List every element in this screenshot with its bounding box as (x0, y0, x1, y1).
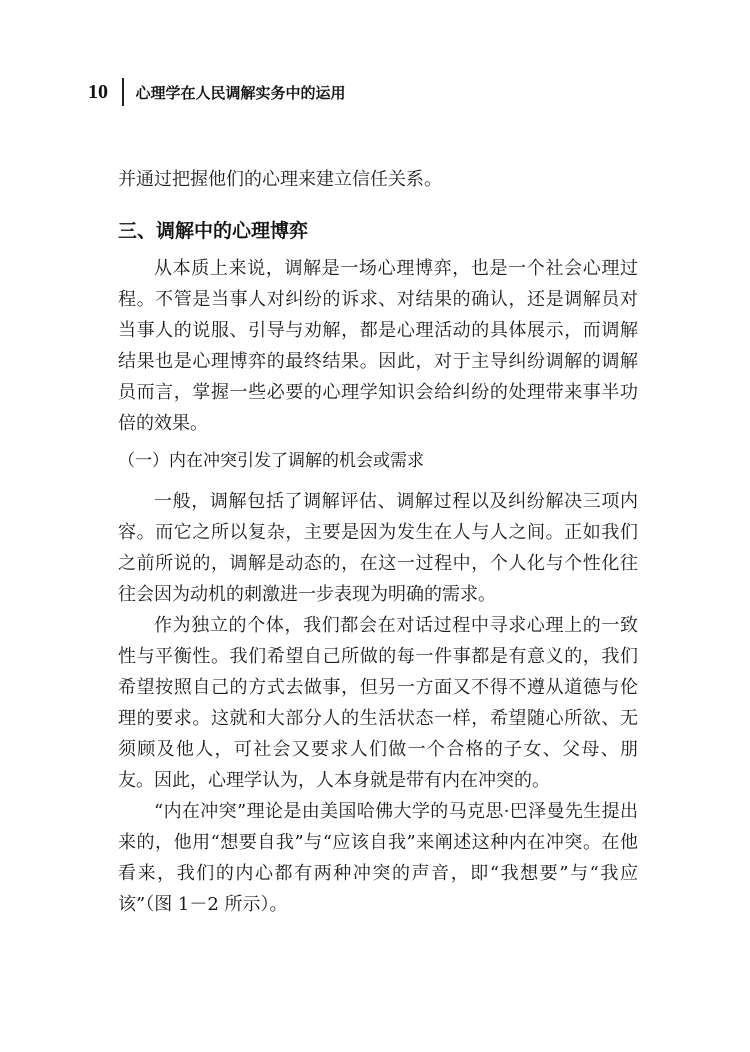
paragraph: 一般，调解包括了调解评估、调解过程以及纠纷解决三项内容。而它之所以复杂，主要是因为发生在人与人之间。正如我们之前所说的，调解是动态的，在这一过程中，个人化与个性化往往会因为动机的刺激进一步表现为明确的需求。 (118, 491, 638, 605)
running-header (88, 76, 346, 108)
paragraph: 从本质上来说，调解是一场心理博弈，也是一个社会心理过程。不管是当事人对纠纷的诉求、对结果的确认，还是调解员对当事人的说服、引导与劝解，都是心理活动的具体展示，而调解结果也是心理博弈的最终结果。因此，对于主导纠纷调解的调解员而言，掌握一些必要的心理学知识会给纠纷的处理带来事半功倍的效果。 (118, 258, 638, 434)
subsection-heading: （一）内在冲突引发了调解的机会或需求 (118, 451, 424, 471)
continuation-text: 并通过把握他们的心理来建立信任关系。 (118, 169, 442, 190)
section-heading: 三、调解中的心理博弈 (118, 220, 309, 242)
running-title: 心理学在人民调解实务中的运用 (135, 83, 346, 102)
section-body (118, 253, 638, 439)
header-divider (122, 78, 124, 106)
subsection-body (118, 486, 638, 920)
paragraph: “内在冲突”理论是由美国哈佛大学的马克思·巴泽曼先生提出来的，他用“想要自我”与“应该自我”来阐述这种内在冲突。在他看来，我们的内心都有两种冲突的声音，即“我想要”与“我应该”（图 1－2 所示）。 (118, 801, 638, 915)
page-number: 10 (88, 80, 108, 103)
paragraph: 作为独立的个体，我们都会在对话过程中寻求心理上的一致性与平衡性。我们希望自己所做的每一件事都是有意义的，我们希望按照自己的方式去做事，但另一方面又不得不遵从道德与伦理的要求。这就和大部分人的生活状态一样，希望随心所欲、无须顾及他人，可社会又要求人们做一个合格的子女、父母、朋友。因此，心理学认为，人本身就是带有内在冲突的。 (118, 615, 638, 791)
